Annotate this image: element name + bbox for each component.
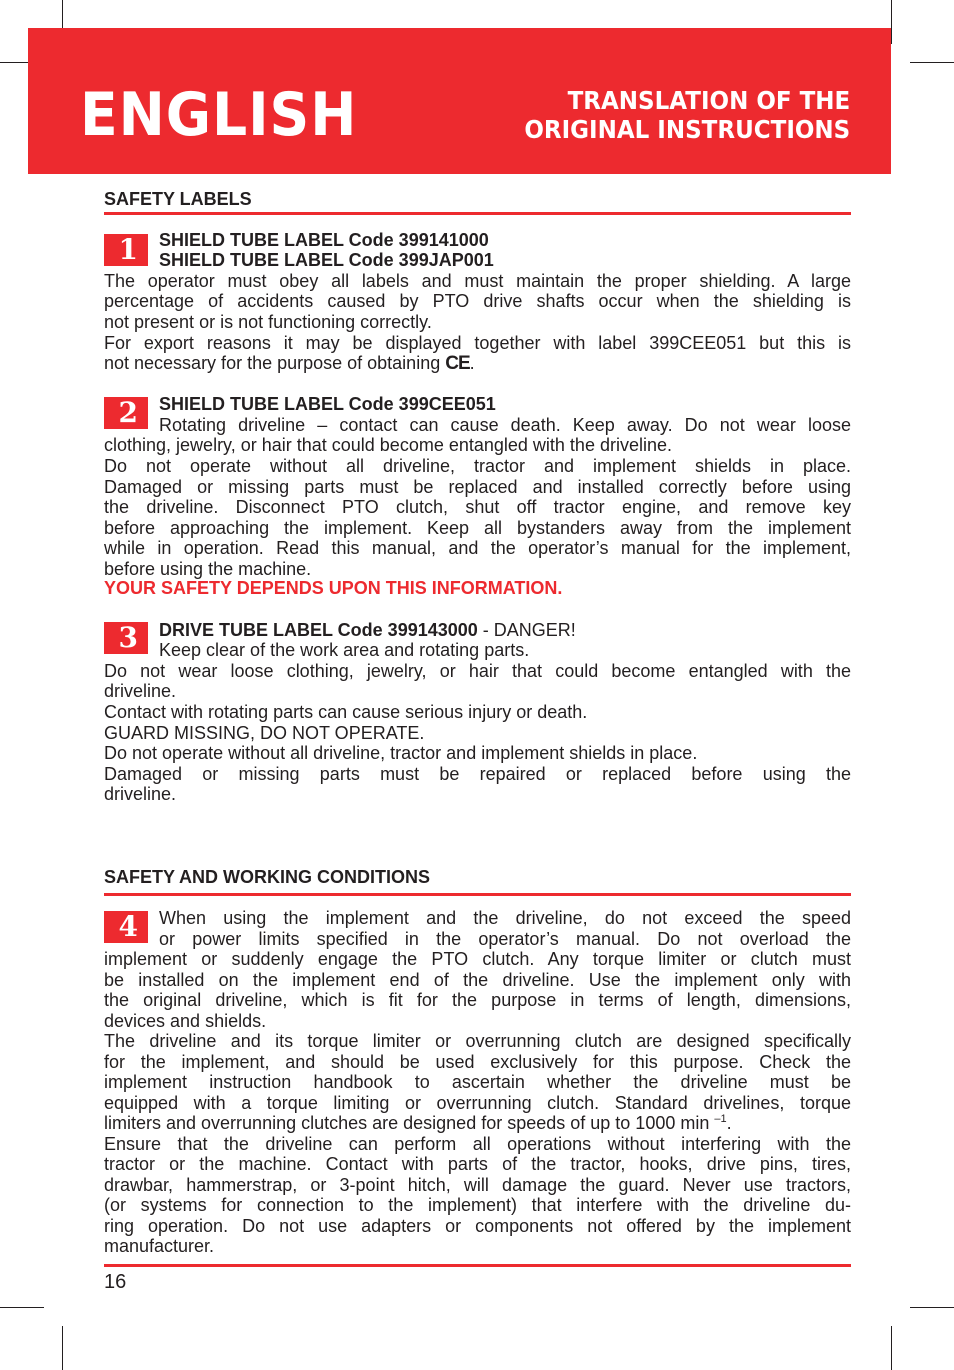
crop-mark: [62, 1326, 63, 1370]
item-title: SHIELD TUBE LABEL Code 399141000: [159, 230, 489, 250]
body-line: Damaged or missing parts must be replaced and installed correctly before using: [104, 477, 851, 497]
body-line: before using the machine.: [104, 559, 312, 579]
body-line: manufacturer.: [104, 1236, 215, 1256]
body-line: limiters and overrunning clutches are designed for speeds of up to 1000 min $^{-1}$.: [104, 1113, 732, 1133]
body-line: driveline.: [104, 784, 177, 804]
body-line: before approaching the implement. Keep all bystanders away from the implement: [104, 518, 851, 538]
item-number-badge: 1: [104, 234, 148, 266]
ce-mark-icon: CE: [445, 353, 470, 374]
body-line: The operator must obey all labels and must maintain the proper shielding. A large: [104, 271, 851, 291]
subtitle-line: TRANSLATION OF THE: [567, 86, 850, 115]
item-number-badge: 2: [104, 397, 148, 429]
section-title-safety-labels: SAFETY LABELS: [104, 189, 252, 209]
body-line: Keep clear of the work area and rotating parts.: [159, 640, 530, 660]
crop-mark: [891, 0, 892, 44]
body-text: limiters and overrunning clutches are designed for speeds of up to 1000 min: [104, 1113, 710, 1133]
body-line: for the implement, and should be used exclusively for this purpose. Check the: [104, 1052, 851, 1072]
body-line: Do not operate without all driveline, tractor and implement shields in place.: [104, 456, 851, 476]
body-line: ring operation. Do not use adapters or components not offered by the implement: [104, 1216, 851, 1236]
section-rule: [104, 893, 851, 896]
safety-warning: YOUR SAFETY DEPENDS UPON THIS INFORMATION.: [104, 578, 563, 598]
language-title: ENGLISH: [80, 80, 358, 150]
section-rule: [104, 212, 851, 215]
item-number-badge: 4: [104, 911, 148, 943]
item-title-line: [159, 620, 576, 641]
body-line: The driveline and its torque limiter or overrunning clutch are designed specifically: [104, 1031, 851, 1051]
crop-mark: [910, 1307, 954, 1308]
crop-mark: [910, 62, 954, 63]
body-line: devices and shields.: [104, 1011, 267, 1031]
body-line: while in operation. Read this manual, and the operator’s manual for the implement,: [104, 538, 851, 558]
body-line: driveline.: [104, 681, 177, 701]
item-title-suffix: - DANGER!: [477, 620, 576, 640]
body-line: Rotating driveline – contact can cause death. Keep away. Do not wear loose: [159, 415, 851, 435]
superscript: –1: [714, 1113, 727, 1125]
body-line: the driveline. Disconnect PTO clutch, shut off tractor engine, and remove key: [104, 497, 851, 517]
page-number: 16: [104, 1271, 127, 1293]
body-line: Contact with rotating parts can cause serious injury or death.: [104, 702, 588, 722]
body-line: not present or is not functioning correctly.: [104, 312, 432, 332]
item-title: DRIVE TUBE LABEL Code 399143000: [159, 620, 478, 640]
body-line: Do not wear loose clothing, jewelry, or hair that could become entangled with the: [104, 661, 851, 681]
body-text: not necessary for the purpose of obtaining: [104, 353, 441, 373]
body-line: not necessary for the purpose of obtaining CE.: [104, 353, 475, 374]
body-line: implement instruction handbook to ascertain whether the driveline must be: [104, 1072, 851, 1092]
item-title: SHIELD TUBE LABEL Code 399CEE051: [159, 394, 496, 414]
body-line: GUARD MISSING, DO NOT OPERATE.: [104, 723, 425, 743]
body-line: Ensure that the driveline can perform all operations without interfering with the: [104, 1134, 851, 1154]
item-number-badge: 3: [104, 622, 148, 654]
body-line: percentage of accidents caused by PTO drive shafts occur when the shielding is: [104, 291, 851, 311]
crop-mark: [891, 1326, 892, 1370]
body-line: tractor or the machine. Contact with parts of the tractor, hooks, drive pins, tires,: [104, 1154, 851, 1174]
body-line: clothing, jewelry, or hair that could become entangled with the driveline.: [104, 435, 672, 455]
body-line: When using the implement and the driveline, do not exceed the speed: [159, 908, 851, 928]
body-line: (or systems for connection to the implement) that interfere with the driveline du-: [104, 1195, 851, 1215]
header-subtitle: [524, 86, 850, 144]
body-line: or power limits specified in the operator’s manual. Do not overload the: [159, 929, 851, 949]
body-line: Damaged or missing parts must be repaired or replaced before using the: [104, 764, 851, 784]
subtitle-line: ORIGINAL INSTRUCTIONS: [524, 115, 850, 144]
body-line: implement or suddenly engage the PTO clutch. Any torque limiter or clutch must: [104, 949, 851, 969]
body-line: drawbar, hammerstrap, or 3-point hitch, will damage the guard. Never use tractors,: [104, 1175, 851, 1195]
body-line: For export reasons it may be displayed together with label 399CEE051 but this is: [104, 333, 851, 353]
item-title: SHIELD TUBE LABEL Code 399JAP001: [159, 250, 494, 270]
body-line: be installed on the implement end of the driveline. Use the implement only with: [104, 970, 851, 990]
body-line: the original driveline, which is fit for the purpose in terms of length, dimensions,: [104, 990, 851, 1010]
body-line: equipped with a torque limiting or overrunning clutch. Standard drivelines, torque: [104, 1093, 851, 1113]
body-line: Do not operate without all driveline, tractor and implement shields in place.: [104, 743, 698, 763]
crop-mark: [0, 1307, 44, 1308]
footer-rule: [104, 1264, 851, 1267]
section-title-working-conditions: SAFETY AND WORKING CONDITIONS: [104, 867, 431, 887]
